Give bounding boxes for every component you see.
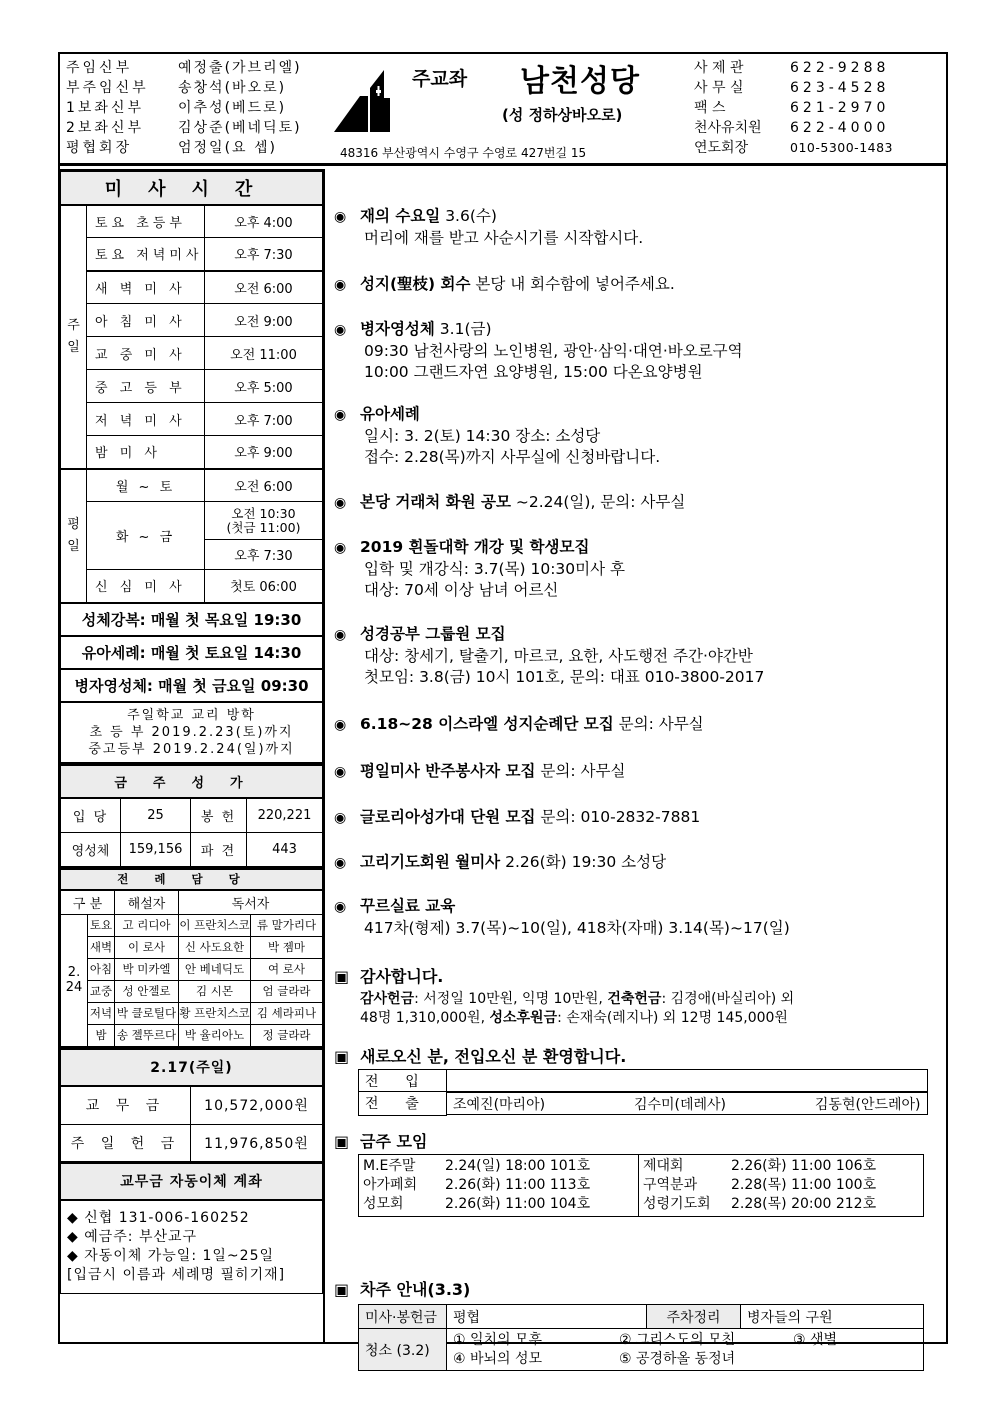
mass-name: 밤 미 사 <box>87 436 205 469</box>
radio-bullet-icon: ◉ <box>334 855 347 871</box>
thanks-category: 건축헌금 <box>607 991 662 1007</box>
announcement-title: 본당 거래처 화원 공모 <box>360 493 511 511</box>
title-prefix: 주교좌 <box>412 68 468 90</box>
announcement-title: 평일미사 반주봉사자 모집 <box>360 762 536 780</box>
contact-label: 사 무 실 <box>694 80 744 96</box>
thanks-line <box>360 1009 794 1028</box>
mass-slot: 아침 <box>88 958 115 980</box>
announcement-inline: 2.26(화) 19:30 소성당 <box>500 853 667 871</box>
announcement-line: 머리에 재를 받고 사순시기를 시작합시다. <box>364 229 644 247</box>
transfer-in-value <box>447 1070 928 1092</box>
contact-row <box>694 118 893 138</box>
next-week-section <box>334 1277 470 1300</box>
clergy-list <box>66 58 302 158</box>
reader: 정 글라라 <box>251 1024 323 1046</box>
announcement-inline: 문의: 사무실 <box>535 762 626 780</box>
mass-time: 오전 6:00 <box>205 271 323 304</box>
infant-baptism-note: 유아세례: 매월 첫 토요일 14:30 <box>61 636 323 669</box>
announcement-title: 6.18~28 이스라엘 성지순례단 모집 <box>360 715 614 733</box>
mass-time <box>205 502 323 540</box>
finance-label: 교 무 금 <box>61 1086 191 1124</box>
contact-label: 팩 스 <box>694 100 726 116</box>
school-break-line: 초 등 부 2019.2.23(토)까지 <box>89 724 294 740</box>
thanks-category: 성소후원금 <box>489 1010 558 1026</box>
contact-label: 사 제 관 <box>694 60 744 76</box>
meeting-row <box>643 1195 919 1214</box>
mass-time: 오후 9:00 <box>205 436 323 469</box>
liturgy-title <box>61 868 323 890</box>
header <box>60 54 946 166</box>
meetings-right <box>639 1155 924 1217</box>
label-char: 주 <box>67 317 80 333</box>
stat-value: 159,156 <box>121 832 191 866</box>
label-char: 일 <box>67 538 80 554</box>
welcome-title: 새로오신 분, 전입오신 분 환영합니다. <box>360 1047 627 1066</box>
contact-value: 623-4528 <box>790 80 890 96</box>
reader: 류 말가리다 <box>251 914 323 936</box>
mass-times-title <box>61 171 323 205</box>
meeting-name: 구역분과 <box>643 1177 698 1193</box>
thanks-text: : 김경애(바실리아) 외 <box>661 991 795 1007</box>
clergy-role: 1보좌신부 <box>66 100 145 116</box>
contact-list <box>694 58 893 158</box>
radio-bullet-icon: ◉ <box>334 627 347 643</box>
mass-time: 오후 4:00 <box>205 205 323 238</box>
offering-value: 평협 <box>447 1305 647 1329</box>
weekday-label <box>61 469 87 603</box>
announcement-title: 고리기도회원 월미사 <box>360 853 501 871</box>
announcement-item <box>334 896 790 939</box>
radio-bullet-icon: ◉ <box>334 277 347 293</box>
thanks-title: 감사합니다. <box>360 967 444 986</box>
clergy-row <box>66 118 302 138</box>
cleaning-group: ② 그리스도의 모친 <box>619 1331 736 1348</box>
mass-name: 중 고 등 부 <box>87 370 205 403</box>
offering-label: 미사·봉헌금 <box>359 1305 447 1329</box>
thanks-category: 감사헌금 <box>360 991 415 1007</box>
contact-value: 622-4000 <box>790 120 890 136</box>
announcement-line: 09:30 남천사랑의 노인병원, 광안·삼익·대연·바오로구역 <box>364 342 743 360</box>
cleaning-group: ① 일치의 모후 <box>453 1331 543 1348</box>
finance-label: 주 일 헌 금 <box>61 1124 191 1162</box>
account-info <box>61 1200 323 1294</box>
mass-time: 오후 7:30 <box>205 238 323 271</box>
stat-label: 입 당 <box>61 798 121 832</box>
meeting-row <box>643 1176 919 1195</box>
announcement-line: 대상: 창세기, 탈출기, 마르코, 요한, 사도행전 주간·야간반 <box>364 647 753 665</box>
announcement-title: 재의 수요일 <box>360 207 441 225</box>
account-title: 교무금 자동이체 계좌 <box>61 1162 323 1200</box>
meeting-when: 2.26(화) 11:00 104호 <box>445 1196 591 1212</box>
clergy-role: 평협회장 <box>66 140 133 156</box>
mass-time: 오전 9:00 <box>205 304 323 337</box>
mass-name: 아 침 미 사 <box>87 304 205 337</box>
commentator: 박 클로틸다 <box>115 1002 179 1024</box>
mass-name: 신 심 미 사 <box>87 570 205 603</box>
mass-times-table <box>60 169 323 763</box>
parking-label: 주차정리 <box>647 1305 741 1329</box>
mass-name: 새 벽 미 사 <box>87 271 205 304</box>
announcement-title: 성경공부 그룹원 모집 <box>360 625 506 643</box>
contact-label: 연도회장 <box>694 140 749 156</box>
mass-time: 오전 11:00 <box>205 337 323 370</box>
contact-row <box>694 78 893 98</box>
radio-bullet-icon: ◉ <box>334 540 347 556</box>
radio-bullet-icon: ◉ <box>334 764 347 780</box>
announcement-title: 글로리아성가대 단원 모집 <box>360 808 536 826</box>
stat-label: 파 견 <box>191 832 247 866</box>
announcement-title: 병자영성체 <box>360 320 435 338</box>
contact-value: 621-2970 <box>790 100 890 116</box>
clergy-row <box>66 78 302 98</box>
announcement-item <box>334 206 643 249</box>
address: 48316 부산광역시 수영구 수영로 427번길 15 <box>340 146 587 160</box>
mass-name: 토요 저녁미사 <box>87 238 205 271</box>
thanks-text: : 서정일 10만원, 익명 10만원, <box>414 991 608 1007</box>
announcement-line: 10:00 그랜드자연 요양병원, 15:00 다온요양병원 <box>364 363 703 381</box>
clergy-name: 예정출(가브리엘) <box>178 60 302 76</box>
stat-value: 220,221 <box>247 798 323 832</box>
radio-bullet-icon: ◉ <box>334 209 347 225</box>
stat-value: 443 <box>247 832 323 866</box>
col-commentator: 해설자 <box>115 890 179 914</box>
radio-bullet-icon: ◉ <box>334 717 347 733</box>
person-name: 김수미(데레사) <box>633 1096 727 1113</box>
meeting-row <box>363 1157 634 1176</box>
account-line: [입금시 이름과 세례명 필히기재] <box>67 1267 286 1283</box>
announcement-item <box>334 492 685 514</box>
commentator: 성 안젤로 <box>115 980 179 1002</box>
square-bullet-icon: ▣ <box>334 1280 350 1299</box>
announcement-line: 입학 및 개강식: 3.7(목) 10:30미사 후 <box>364 560 626 578</box>
announcement-inline: 3.1(금) <box>434 320 492 338</box>
label-char: 일 <box>67 339 80 355</box>
mass-time: 오전 6:00 <box>205 469 323 502</box>
meeting-when: 2.28(목) 11:00 100호 <box>731 1177 877 1193</box>
announcement-title: 꾸르실료 교육 <box>360 897 456 915</box>
radio-bullet-icon: ◉ <box>334 322 347 338</box>
time-line: 오전 10:30 <box>231 505 296 521</box>
parking-value: 병자들의 구원 <box>741 1305 924 1329</box>
cleaning-row <box>453 1331 917 1350</box>
meeting-row <box>363 1176 634 1195</box>
section-title: 금주성가 <box>114 775 269 791</box>
sunday-school-break <box>61 702 323 763</box>
radio-bullet-icon: ◉ <box>334 407 347 423</box>
sick-communion-note: 병자영성체: 매월 첫 금요일 09:30 <box>61 669 323 702</box>
mass-name: 토요 초등부 <box>87 205 205 238</box>
mass-time: 오후 7:30 <box>205 540 323 570</box>
col-readers: 독서자 <box>179 890 323 914</box>
mass-name: 저 녁 미 사 <box>87 403 205 436</box>
announcement-line: 대상: 70세 이상 남녀 어르신 <box>364 581 559 599</box>
announcement-line: 일시: 3. 2(토) 14:30 장소: 소성당 <box>364 427 601 445</box>
meeting-name: M.E주말 <box>363 1158 416 1174</box>
reader: 안 베네딕도 <box>179 958 251 980</box>
cleaning-group: ⑤ 공경하올 동정녀 <box>619 1350 736 1367</box>
patron-saint: (성 정하상바오로) <box>502 106 623 124</box>
thanks-line <box>360 990 794 1009</box>
announcement-inline: 3.6(수) <box>440 207 497 225</box>
cleaning-group: ④ 바뇌의 성모 <box>453 1350 543 1367</box>
reader: 신 사도요한 <box>179 936 251 958</box>
cleaning-groups <box>447 1329 924 1371</box>
mass-time: 오후 5:00 <box>205 370 323 403</box>
clergy-name: 김상준(베네딕토) <box>178 120 302 136</box>
square-bullet-icon: ▣ <box>334 1047 350 1066</box>
school-break-line: 중고등부 2019.2.24(일)까지 <box>88 741 295 757</box>
meeting-name: 아가페회 <box>363 1177 418 1193</box>
liturgy-date <box>61 914 88 1046</box>
clergy-name: 송창석(바오로) <box>178 80 287 96</box>
stat-label: 봉 헌 <box>191 798 247 832</box>
cleaning-group: ③ 샛별 <box>793 1331 838 1348</box>
radio-bullet-icon: ◉ <box>334 495 347 511</box>
label-char: 평 <box>67 516 80 532</box>
clergy-role: 부주임신부 <box>66 80 149 96</box>
announcement-item <box>334 624 764 688</box>
announcement-item <box>334 807 700 829</box>
mass-slot: 교중 <box>88 980 115 1002</box>
meetings-left <box>359 1155 639 1217</box>
contact-row <box>694 58 893 78</box>
meeting-when: 2.24(일) 18:00 101호 <box>445 1158 591 1174</box>
account-line: ◆ 신협 131-006-160252 <box>67 1210 250 1226</box>
announcement-title: 유아세례 <box>360 405 420 423</box>
cleaning-row <box>453 1350 917 1369</box>
mass-slot: 새벽 <box>88 936 115 958</box>
meetings-section <box>334 1129 427 1152</box>
mass-slot: 저녁 <box>88 1002 115 1024</box>
thanks-text: : 손재숙(레지나) 외 12명 145,000원 <box>557 1010 788 1026</box>
section-title: 전례담당 <box>117 872 266 887</box>
commentator: 송 젤뚜르다 <box>115 1024 179 1046</box>
commentator: 박 미카엘 <box>115 958 179 980</box>
next-week-title: 차주 안내(3.3) <box>360 1280 471 1299</box>
left-column <box>60 169 325 1344</box>
reader: 김 시몬 <box>179 980 251 1002</box>
meeting-when: 2.26(화) 11:00 113호 <box>445 1177 591 1193</box>
reader: 황 프란치스코 <box>179 1002 251 1024</box>
square-bullet-icon: ▣ <box>334 1132 350 1151</box>
announcement-item <box>334 319 743 383</box>
mass-name: 화 ~ 금 <box>87 502 205 570</box>
announcement-line: 첫모임: 3.8(금) 10시 101호, 문의: 대표 010-3800-2017 <box>364 668 765 686</box>
announcement-item <box>334 274 675 296</box>
account-line: ◆ 예금주: 부산교구 <box>67 1229 198 1245</box>
section-title: 미사시간 <box>104 178 279 200</box>
person-name: 조예진(마리아) <box>453 1096 546 1113</box>
thanks-body <box>360 990 794 1028</box>
announcement-line: 417차(형제) 3.7(목)~10(일), 418차(자매) 3.14(목)~17(일) <box>364 919 790 937</box>
finance-table <box>60 1047 323 1295</box>
meeting-name: 성모회 <box>363 1196 404 1212</box>
mass-slot: 밤 <box>88 1024 115 1046</box>
liturgy-table <box>60 867 323 1047</box>
reader: 이 프란치스코 <box>179 914 251 936</box>
commentator: 이 로사 <box>115 936 179 958</box>
clergy-role: 2보좌신부 <box>66 120 145 136</box>
church-name: 남천성당 <box>520 64 640 99</box>
contact-value: 010-5300-1483 <box>790 140 894 155</box>
clergy-row <box>66 98 302 118</box>
thanks-text: 48명 1,310,000원, <box>360 1010 490 1026</box>
announcement-line: 접수: 2.28(목)까지 사무실에 신청바랍니다. <box>364 448 661 466</box>
meeting-row <box>363 1195 634 1214</box>
announcement-inline: 문의: 사무실 <box>613 715 704 733</box>
weekly-stats-table <box>60 763 323 867</box>
weekly-stats-title <box>61 764 323 798</box>
clergy-row <box>66 138 302 158</box>
account-line: ◆ 자동이체 가능일: 1일~25일 <box>67 1248 275 1264</box>
clergy-row <box>66 58 302 78</box>
thanks-section <box>334 964 443 987</box>
school-break-title: 주일학교 교리 방학 <box>127 707 256 723</box>
clergy-name: 이추성(베드로) <box>178 100 287 116</box>
church-logo-icon <box>334 62 404 134</box>
mass-name: 교 중 미 사 <box>87 337 205 370</box>
welcome-table <box>358 1069 928 1116</box>
reader: 박 젬마 <box>251 936 323 958</box>
announcement-inline: 본당 내 회수함에 넣어주세요. <box>470 275 675 293</box>
finance-value: 11,976,850원 <box>191 1124 323 1162</box>
reader: 박 율리아노 <box>179 1024 251 1046</box>
reader: 김 세라피나 <box>251 1002 323 1024</box>
contact-label: 천사유치원 <box>694 120 762 136</box>
contact-row <box>694 138 893 158</box>
date-part: 24 <box>65 980 83 995</box>
meetings-table <box>358 1154 924 1217</box>
mass-slot: 토요 <box>88 914 115 936</box>
square-bullet-icon: ▣ <box>334 967 350 986</box>
commentator: 고 리디아 <box>115 914 179 936</box>
announcement-title: 2019 흰돌대학 개강 및 학생모집 <box>360 538 590 556</box>
mass-name: 월 ~ 토 <box>87 469 205 502</box>
announcement-item <box>334 761 625 783</box>
meeting-when: 2.28(목) 20:00 212호 <box>731 1196 877 1212</box>
radio-bullet-icon: ◉ <box>334 899 347 915</box>
stat-label: 영성체 <box>61 832 121 866</box>
sunday-label <box>61 205 87 469</box>
cleaning-label: 청소 (3.2) <box>359 1329 447 1371</box>
transfer-in-label: 전 입 <box>359 1070 447 1092</box>
clergy-role: 주임신부 <box>66 60 133 76</box>
meeting-row <box>643 1157 919 1176</box>
reader: 엄 글라라 <box>251 980 323 1002</box>
announcement-item <box>334 852 666 874</box>
col-division: 구 분 <box>61 890 115 914</box>
announcement-item <box>334 714 704 736</box>
finance-value: 10,572,000원 <box>191 1086 323 1124</box>
meetings-title: 금주 모임 <box>360 1132 428 1151</box>
announcement-item <box>334 404 660 468</box>
mass-time: 오후 7:00 <box>205 403 323 436</box>
transfer-out-label: 전 출 <box>359 1092 447 1116</box>
meeting-name: 성령기도회 <box>643 1196 711 1212</box>
finance-date-title: 2.17(주일) <box>61 1048 323 1086</box>
welcome-section <box>334 1044 626 1067</box>
announcement-item <box>334 537 625 601</box>
meeting-when: 2.26(화) 11:00 106호 <box>731 1158 877 1174</box>
mass-time: 첫토 06:00 <box>205 570 323 603</box>
bulletin-frame <box>58 52 948 1367</box>
transfer-out-value <box>447 1092 928 1115</box>
date-part: 2. <box>67 965 81 980</box>
contact-row <box>694 98 893 118</box>
benediction-note: 성체강복: 매월 첫 목요일 19:30 <box>61 603 323 636</box>
reader: 여 로사 <box>251 958 323 980</box>
announcement-title: 성지(聖枝) 회수 <box>360 275 471 293</box>
clergy-name: 엄정일(요 셉) <box>178 140 277 156</box>
announcement-inline: ~2.24(일), 문의: 사무실 <box>510 493 686 511</box>
person-name: 김동현(안드레아) <box>814 1096 921 1113</box>
radio-bullet-icon: ◉ <box>334 810 347 826</box>
meeting-name: 제대회 <box>643 1158 684 1174</box>
contact-value: 622-9288 <box>790 60 890 76</box>
next-week-table <box>358 1304 924 1371</box>
announcement-inline: 문의: 010-2832-7881 <box>535 808 701 826</box>
stat-value: 25 <box>121 798 191 832</box>
time-line: (첫금 11:00) <box>226 519 301 535</box>
